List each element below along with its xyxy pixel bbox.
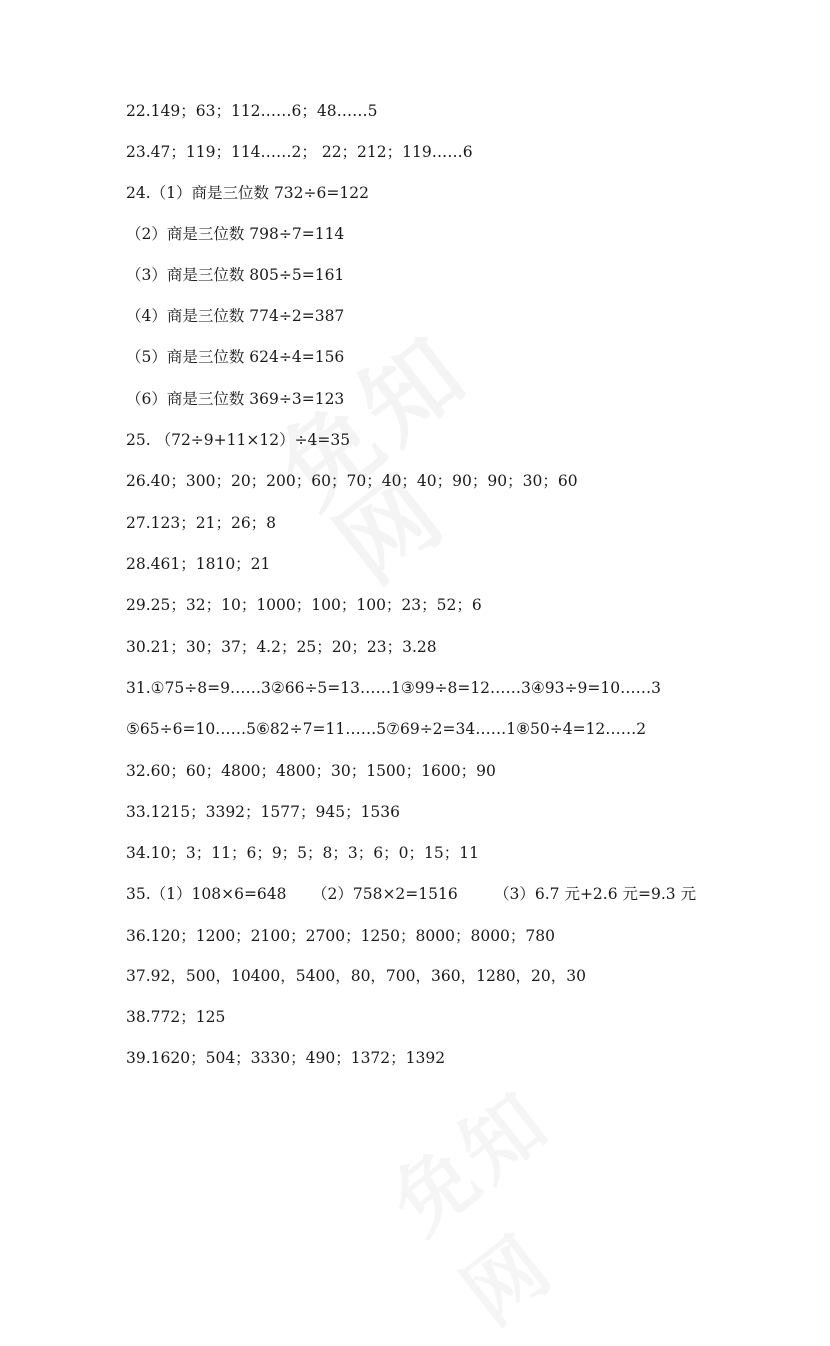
answer-line-27: 27.123；21；26；8 bbox=[126, 514, 277, 532]
answer-line-39: 39.1620；504；3330；490；1372；1392 bbox=[126, 1049, 446, 1067]
answer-line-34: 34.10；3；11；6；9；5；8；3；6；0；15；11 bbox=[126, 844, 479, 862]
answer-line-33: 33.1215；3392；1577；945；1536 bbox=[126, 803, 401, 821]
answer-35-part1: 35.（1）108×6=648 bbox=[126, 885, 287, 903]
answer-line-29: 29.25；32；10；1000；100；100；23；52；6 bbox=[126, 596, 482, 614]
answer-line-24-2: （2）商是三位数 798÷7=114 bbox=[126, 225, 345, 243]
answer-line-25: 25. （72÷9+11×12）÷4=35 bbox=[126, 431, 351, 449]
answer-35-part3: （3）6.7 元+2.6 元=9.3 元 bbox=[494, 885, 697, 903]
answer-line-32: 32.60；60；4800；4800；30；1500；1600；90 bbox=[126, 762, 496, 780]
answer-line-28: 28.461；1810；21 bbox=[126, 555, 271, 573]
answer-line-26: 26.40；300；20；200；60；70；40；40；90；90；30；60 bbox=[126, 472, 578, 490]
answer-line-31: 31.①75÷8=9……3②66÷5=13……1③99÷8=12……3④93÷9=10……3 bbox=[126, 679, 661, 697]
answer-line-36: 36.120；1200；2100；2700；1250；8000；8000；780 bbox=[126, 927, 555, 945]
answer-35-part2: （2）758×2=1516 bbox=[312, 885, 458, 903]
answer-line-31-cont: ⑤65÷6=10……5⑥82÷7=11……5⑦69÷2=34……1⑧50÷4=12……2 bbox=[126, 720, 647, 738]
answer-line-38: 38.772；125 bbox=[126, 1008, 226, 1026]
answer-line-22: 22.149；63；112……6；48……5 bbox=[126, 102, 378, 120]
answer-line-23: 23.47；119；114……2； 22；212；119……6 bbox=[126, 143, 473, 161]
answer-line-37: 37.92，500，10400，5400，80，700，360，1280，20，30 bbox=[126, 967, 586, 985]
answer-line-30: 30.21；30；37；4.2；25；20；23；3.28 bbox=[126, 638, 437, 656]
answer-line-35 bbox=[126, 884, 706, 904]
watermark-bottom bbox=[364, 1041, 595, 1259]
answer-line-24-5: （5）商是三位数 624÷4=156 bbox=[126, 348, 345, 366]
answer-line-24-3: （3）商是三位数 805÷5=161 bbox=[126, 266, 345, 284]
answer-line-24-6: （6）商是三位数 369÷3=123 bbox=[126, 390, 345, 408]
answer-line-24: 24.（1）商是三位数 732÷6=122 bbox=[126, 184, 369, 202]
answer-line-24-4: （4）商是三位数 774÷2=387 bbox=[126, 307, 345, 325]
